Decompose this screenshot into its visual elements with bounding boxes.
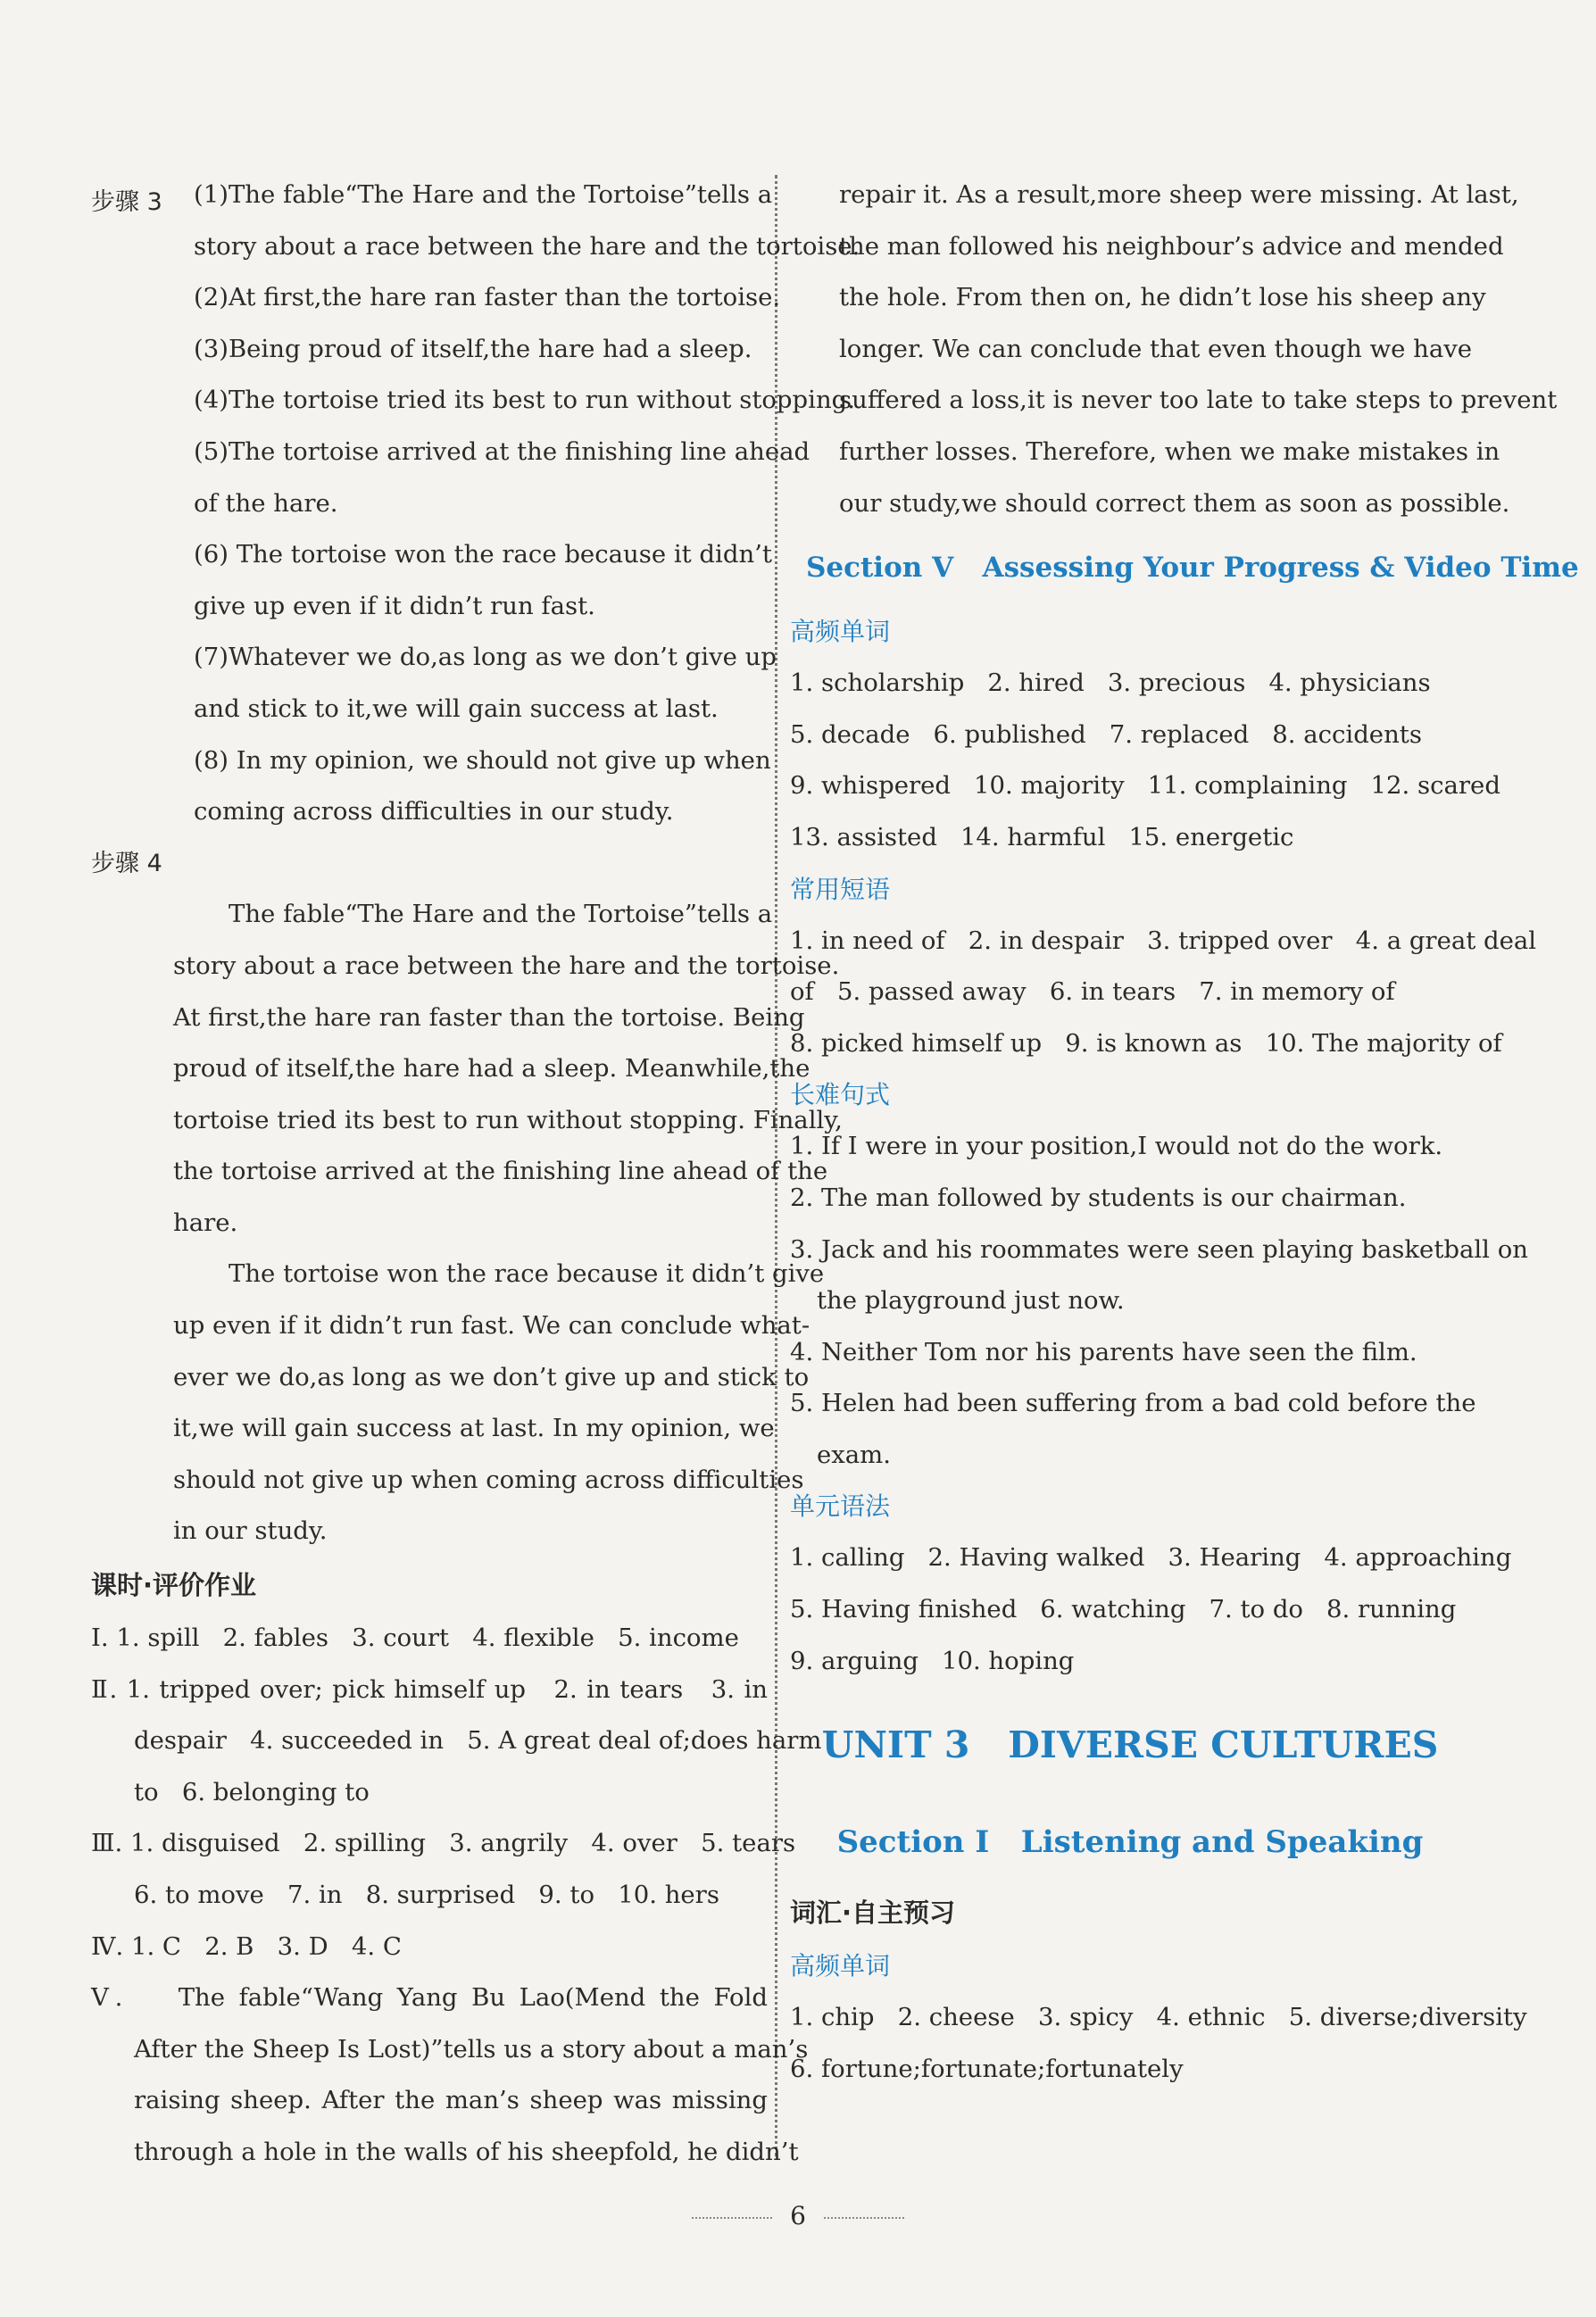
text-line: story about a race between the hare and the tortoise. [194,231,860,261]
step4-label: 步骤 4 [91,849,162,877]
answer-line: 5. Having finished 6. watching 7. to do 8. running [790,1595,1457,1624]
answer-line: Ⅱ. 1. tripped over; pick himself up 2. in tears 3. in [91,1674,768,1704]
homework-block [91,1557,822,2179]
section5-title: Section Ⅴ Assessing Your Progress & Video Time [806,552,1579,585]
text-line: The tortoise won the race because it didn’t give [229,1259,825,1289]
phrases-head: 常用短语 [790,874,891,904]
answer-line: 1. If I were in your position,I would not do the work. [790,1132,1443,1161]
answer-line: the playground just now. [817,1286,1125,1316]
text-line: (1)The fable“The Hare and the Tortoise”tells a [194,180,773,209]
answer-line: After the Sheep Is Lost)”tells us a story about a man’s [134,2034,809,2064]
answer-line: 5. decade 6. published 7. replaced 8. accidents [790,719,1422,749]
text-line: (8) In my opinion, we should not give up when [194,745,771,775]
sentences-head: 长难句式 [790,1080,891,1110]
answer-line: 8. picked himself up 9. is known as 10. The majority of [790,1028,1502,1058]
text-line: the tortoise arrived at the finishing line ahead of the [173,1157,828,1186]
unit-title: UNIT 3 DIVERSE CULTURES [821,1723,1439,1767]
page-number: 6 [0,2201,1596,2230]
answer-line: 1. calling 2. Having walked 3. Hearing 4. approaching [790,1543,1512,1573]
text-line: coming across difficulties in our study. [194,797,674,826]
answer-line: to 6. belonging to [134,1777,370,1806]
text-line: further losses. Therefore, when we make mistakes in [839,436,1500,466]
answer-line: 2. The man followed by students is our chairman. [790,1183,1407,1212]
text-line: (7)Whatever we do,as long as we don’t give up [194,643,777,672]
text-line: At first,the hare ran faster than the tortoise. Being [173,1002,805,1032]
answer-line: 6. fortune;fortunate;fortunately [790,2054,1184,2083]
text-line: in our study. [173,1516,328,1546]
decorative-rule [824,2217,904,2219]
answer-line: 9. arguing 10. hoping [790,1646,1075,1675]
text-line: should not give up when coming across difficulties [173,1465,804,1494]
right-column [790,170,1579,2095]
answer-line: exam. [817,1440,891,1469]
text-line: (2)At first,the hare ran faster than the tortoise. [194,283,781,312]
answer-line: 13. assisted 14. harmful 15. energetic [790,822,1294,851]
text-line: up even if it didn’t run fast. We can conclude what- [173,1311,810,1341]
answer-line: raising sheep. After the man’s sheep was missing [134,2086,768,2115]
answer-line: Ⅲ. 1. disguised 2. spilling 3. angrily 4. over 5. tears [91,1829,796,1858]
answer-line: of 5. passed away 6. in tears 7. in memory of [790,977,1395,1007]
vocab-preview-title: 词汇·自主预习 [790,1898,956,1929]
high-freq-words-head: 高频单词 [790,617,891,647]
high-freq-words-head-2: 高频单词 [790,1951,891,1981]
answer-line: 9. whispered 10. majority 11. complaining 12. scared [790,771,1500,801]
text-line: give up even if it didn’t run fast. [194,591,595,620]
section1-title: Section Ⅰ Listening and Speaking [836,1824,1424,1861]
answer-line: through a hole in the walls of his sheepfold, he didn’t [134,2137,799,2166]
answer-line: 5. Helen had been suffering from a bad cold before the [790,1389,1476,1418]
grammar-head: 单元语法 [790,1491,891,1522]
answer-line: despair 4. succeeded in 5. A great deal of;does harm [134,1726,822,1756]
text-line: repair it. As a result,more sheep were missing. At last, [839,180,1519,209]
text-line: hare. [173,1208,238,1237]
text-line: (4)The tortoise tried its best to run without stopping. [194,386,855,415]
text-line: tortoise tried its best to run without stopping. Finally, [173,1105,843,1134]
decorative-rule [692,2217,772,2219]
text-line: of the hare. [194,488,338,518]
answer-line: 6. to move 7. in 8. surprised 9. to 10. hers [134,1881,719,1909]
answer-line: 4. Neither Tom nor his parents have seen the film. [790,1337,1417,1366]
text-line: our study,we should correct them as soon as possible. [839,488,1510,518]
answer-line: Ⅰ. 1. spill 2. fables 3. court 4. flexible 5. income [91,1624,739,1653]
answer-line: 1. scholarship 2. hired 3. precious 4. physicians [790,669,1431,698]
homework-title: 课时·评价作业 [91,1570,257,1601]
answer-line: 3. Jack and his roommates were seen playing basketball on [790,1234,1528,1264]
text-line: longer. We can conclude that even though we have [839,334,1473,363]
text-line: it,we will gain success at last. In my opinion, we [173,1414,775,1443]
continuation-block [790,170,1558,529]
answer-line: Ⅳ. 1. C 2. B 3. D 4. C [91,1931,402,1961]
answer-line: 1. chip 2. cheese 3. spicy 4. ethnic 5. diverse;diversity [790,2003,1527,2032]
text-line: story about a race between the hare and the tortoise. [173,951,840,980]
text-line: suffered a loss,it is never too late to take steps to prevent [839,386,1558,415]
step3-label: 步骤 3 [91,188,162,216]
text-line: (5)The tortoise arrived at the finishing line ahead [194,436,810,466]
text-line: the man followed his neighbour’s advice and mended [839,231,1504,261]
text-line: the hole. From then on, he didn’t lose his sheep any [839,283,1486,312]
text-line: (6) The tortoise won the race because it didn’t [194,540,772,569]
text-line: The fable“The Hare and the Tortoise”tells a [229,900,773,929]
text-line: proud of itself,the hare had a sleep. Meanwhile,the [173,1054,810,1084]
text-line: ever we do,as long as we don’t give up and stick to [173,1362,810,1391]
answer-line: Ⅴ. The fable“Wang Yang Bu Lao(Mend the Fold [91,1983,768,2013]
text-line: and stick to it,we will gain success at last. [194,693,719,723]
text-line: (3)Being proud of itself,the hare had a sleep. [194,334,752,363]
answer-line: 1. in need of 2. in despair 3. tripped over 4. a great deal [790,926,1537,955]
